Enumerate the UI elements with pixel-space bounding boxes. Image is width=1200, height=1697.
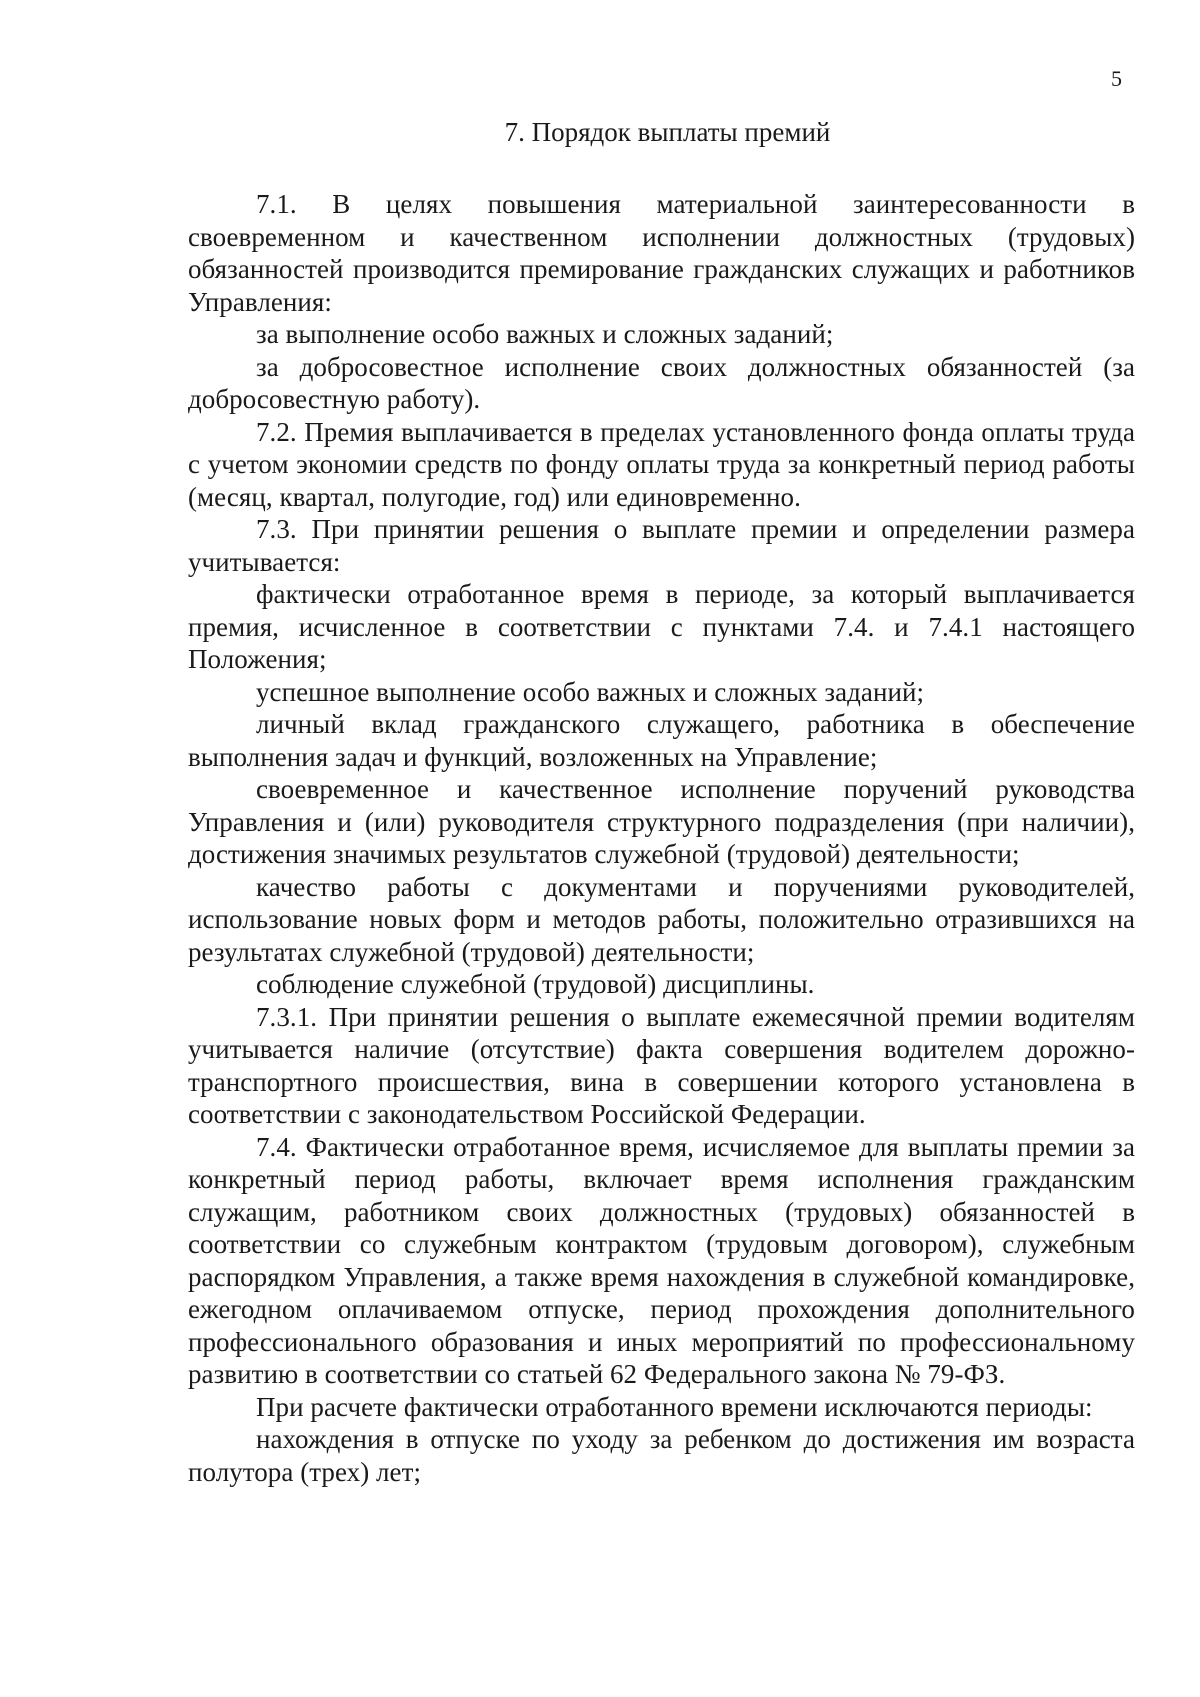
paragraph-item: за добросовестное исполнение своих должностных обязанностей (за добросовестную работу). <box>188 351 1135 414</box>
paragraph-item: личный вклад гражданского служащего, работника в обеспечение выполнения задач и функций, возложенных на Управление; <box>188 709 1135 772</box>
paragraph-exclusions: При расчете фактически отработанного времени исключаются периоды: <box>256 1391 1093 1422</box>
paragraph-7-3-1: 7.3.1. При принятии решения о выплате ежемесячной премии водителям учитывается наличие (отсутствие) факта совершения водителем дорожно-транспортного происшествия, вина в совершении которого установлена в соответствии с законодательством Российской Федерации. <box>188 1001 1135 1129</box>
paragraph-7-1: 7.1. В целях повышения материальной заинтересованности в своевременном и качественном исполнении должностных (трудовых) обязанностей производится премирование гражданских служащих и работников Управления: <box>188 189 1135 317</box>
paragraph-item: фактически отработанное время в периоде, за который выплачивается премия, исчисленное в соответствии с пунктами 7.4. и 7.4.1 настоящего Положения; <box>188 579 1135 674</box>
paragraph-item: своевременное и качественное исполнение поручений руководства Управления и (или) руководителя структурного подразделения (при наличии), достижения значимых результатов служебной (трудовой) деятельности; <box>188 774 1135 869</box>
document-body <box>188 112 1135 1488</box>
paragraph-item: успешное выполнение особо важных и сложных заданий; <box>256 676 925 707</box>
page-number: 5 <box>1111 66 1122 91</box>
section-heading: 7. Порядок выплаты премий <box>504 117 831 147</box>
paragraph-item: качество работы с документами и поручениями руководителей, использование новых форм и методов работы, положительно отразившихся на результатах служебной (трудовой) деятельности; <box>188 871 1135 967</box>
paragraph-7-2: 7.2. Премия выплачивается в пределах установленного фонда оплаты труда с учетом экономии средств по фонду оплаты труда за конкретный период работы (месяц, квартал, полугодие, год) или единовременно. <box>188 416 1135 512</box>
paragraph-7-3: 7.3. При принятии решения о выплате премии и определении размера учитывается: <box>188 514 1135 577</box>
paragraph-item: нахождения в отпуске по уходу за ребенком до достижения им возраста полутора (трех) лет; <box>188 1424 1135 1487</box>
paragraph-7-4: 7.4. Фактически отработанное время, исчисляемое для выплаты премии за конкретный период работы, включает время исполнения гражданским служащим, работником своих должностных (трудовых) обязанностей в соответствии со служебным контрактом (трудовым договором), служебным распорядком Управления, а также время нахождения в служебной командировке, ежегодном оплачиваемом отпуске, период прохождения дополнительного профессионального образования и иных мероприятий по профессиональному развитию в соответствии со статьей 62 Федерального закона № 79-ФЗ. <box>188 1131 1135 1389</box>
paragraph-item: за выполнение особо важных и сложных заданий; <box>256 319 834 349</box>
paragraph-item: соблюдение служебной (трудовой) дисциплины. <box>256 969 815 999</box>
